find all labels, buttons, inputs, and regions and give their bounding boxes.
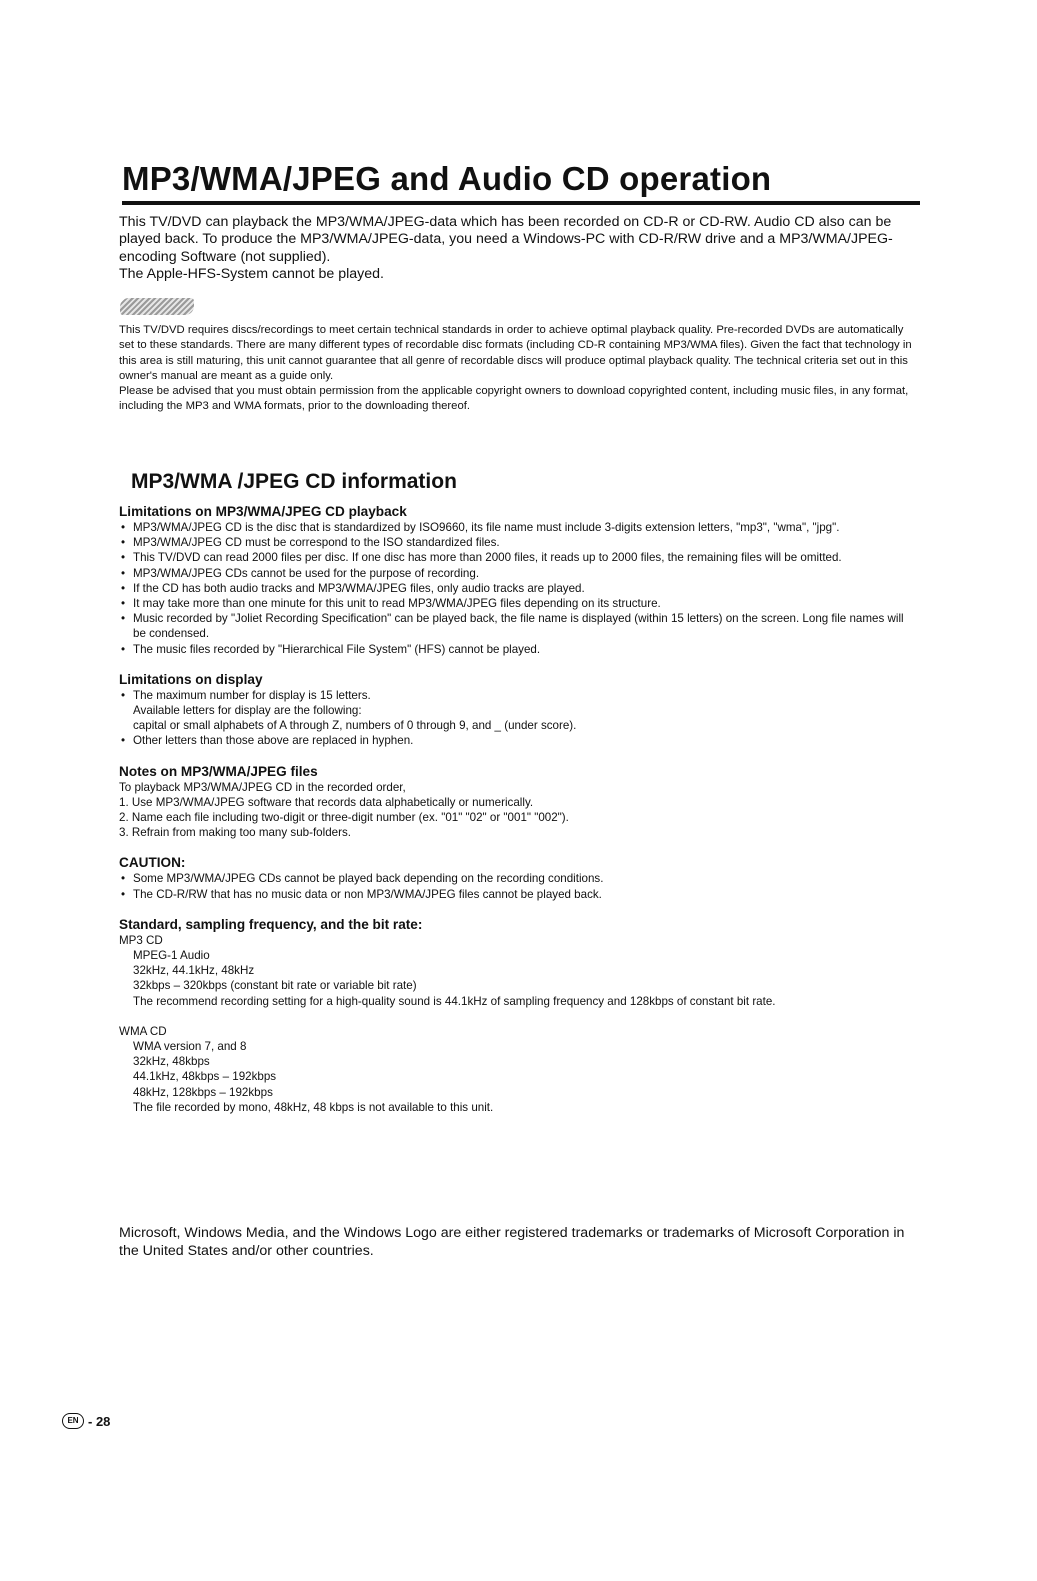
intro-text-2: The Apple-HFS-System cannot be played. (119, 265, 384, 282)
section-title: MP3/WMA /JPEG CD information (131, 470, 457, 493)
list-item: • The CD-R/RW that has no music data or non MP3/WMA/JPEG files cannot be played back. (119, 887, 919, 902)
intro-paragraph (119, 214, 919, 283)
list-item: • MP3/WMA/JPEG CD is the disc that is standardized by ISO9660, its file name must include 3-digits extension letters, "mp3", "wma", "jpg". (119, 520, 919, 535)
caution-heading: CAUTION: (119, 855, 186, 871)
title-rule (122, 201, 920, 205)
mp3-cd-label: MP3 CD (119, 933, 163, 947)
notes-files (119, 763, 919, 841)
page-number-label: - 28 (88, 1413, 111, 1429)
mp3-line: The recommend recording setting for a high-quality sound is 44.1kHz of sampling frequency and 128kbps of constant bit rate. (133, 994, 776, 1008)
notes-files-line: 1. Use MP3/WMA/JPEG software that records data alphabetically or numerically. (119, 795, 534, 809)
standard-heading: Standard, sampling frequency, and the bit rate: (119, 916, 423, 932)
language-badge-icon: EN (62, 1413, 84, 1429)
display-line: Available letters for display are the following: (133, 704, 362, 718)
display-line: capital or small alphabets of A through Z, numbers of 0 through 9, and _ (under score). (133, 719, 577, 733)
notes-files-line: To playback MP3/WMA/JPEG CD in the recorded order, (119, 780, 406, 794)
note-text-1: This TV/DVD requires discs/recordings to meet certain technical standards in order to achieve optimal playback quality. Pre-recorded DVDs are automatically set to these standards. There are many different types of recordable disc formats (including CD-R containing MP3/WMA files). Given the fact that technology in this area is still maturing, this unit cannot guarantee that all genre of recordable discs will produce optimal playback quality. The technical criteria set out in this owner's manual are meant as a guide only. (119, 324, 912, 382)
list-item: • Music recorded by "Joliet Recording Specification" can be played back, the file name is displayed (within 15 letters) on the screen. Long file names will be condensed. (119, 611, 919, 641)
limitations-display (119, 671, 919, 749)
wma-line: 44.1kHz, 48kbps – 192kbps (133, 1070, 277, 1084)
caution-list (119, 871, 919, 901)
caution (119, 854, 919, 901)
list-item: • MP3/WMA/JPEG CDs cannot be used for the purpose of recording. (119, 566, 919, 581)
section-body (119, 503, 919, 1129)
notes-files-line: 3. Refrain from making too many sub-folders. (119, 826, 351, 840)
wma-line: The file recorded by mono, 48kHz, 48 kbps is not available to this unit. (133, 1100, 494, 1114)
list-item (119, 688, 919, 734)
list-item: • Other letters than those above are replaced in hyphen. (119, 733, 919, 748)
note-text-2: Please be advised that you must obtain permission from the applicable copyright owners to download copyrighted content, including music files, in any format, including the MP3 and WMA formats, prior to the downloading thereof. (119, 385, 909, 413)
limitations-display-list (119, 688, 919, 749)
display-line: • The maximum number for display is 15 letters. (133, 688, 371, 702)
list-item: • Some MP3/WMA/JPEG CDs cannot be played back depending on the recording conditions. (119, 871, 919, 886)
standard-section (119, 916, 919, 1115)
list-item: • If the CD has both audio tracks and MP3/WMA/JPEG files, only audio tracks are played. (119, 581, 919, 596)
spacer (119, 1009, 919, 1024)
wma-line: WMA version 7, and 8 (133, 1040, 247, 1054)
notes-files-line: 2. Name each file including two-digit or three-digit number (ex. "01" "02" or "001" "002"). (119, 811, 569, 825)
list-item: • It may take more than one minute for this unit to read MP3/WMA/JPEG files depending on its structure. (119, 596, 919, 611)
page-number (62, 1413, 110, 1429)
limitations-playback (119, 503, 919, 657)
list-item: • MP3/WMA/JPEG CD must be correspond to the ISO standardized files. (119, 535, 919, 550)
list-item: • The music files recorded by "Hierarchical File System" (HFS) cannot be played. (119, 642, 919, 657)
intro-text-1: This TV/DVD can playback the MP3/WMA/JPEG-data which has been recorded on CD-R or CD-RW. Audio CD also can be played back. To produce the MP3/WMA/JPEG-data, you need a Windows-PC with CD-R/RW drive and a MP3/WMA/JPEG-encoding Software (not supplied). (119, 214, 893, 265)
notes-files-heading: Notes on MP3/WMA/JPEG files (119, 763, 318, 779)
list-item: • This TV/DVD can read 2000 files per disc. If one disc has more than 2000 files, it reads up to 2000 files, the remaining files will be omitted. (119, 550, 919, 565)
note-block (119, 323, 919, 415)
limitations-playback-heading: Limitations on MP3/WMA/JPEG CD playback (119, 504, 407, 519)
page-title: MP3/WMA/JPEG and Audio CD operation (122, 160, 772, 197)
limitations-display-heading: Limitations on display (119, 671, 263, 687)
limitations-playback-list (119, 520, 919, 657)
mp3-line: MPEG-1 Audio (133, 949, 210, 963)
note-icon (120, 298, 194, 315)
wma-line: 48kHz, 128kbps – 192kbps (133, 1085, 273, 1099)
mp3-line: 32kHz, 44.1kHz, 48kHz (133, 964, 255, 978)
wma-cd-label: WMA CD (119, 1024, 167, 1038)
trademark-notice: Microsoft, Windows Media, and the Windows Logo are either registered trademarks or trademarks of Microsoft Corporation in the United States and/or other countries. (119, 1225, 905, 1259)
wma-line: 32kHz, 48kbps (133, 1055, 210, 1069)
mp3-line: 32kbps – 320kbps (constant bit rate or variable bit rate) (133, 979, 417, 993)
